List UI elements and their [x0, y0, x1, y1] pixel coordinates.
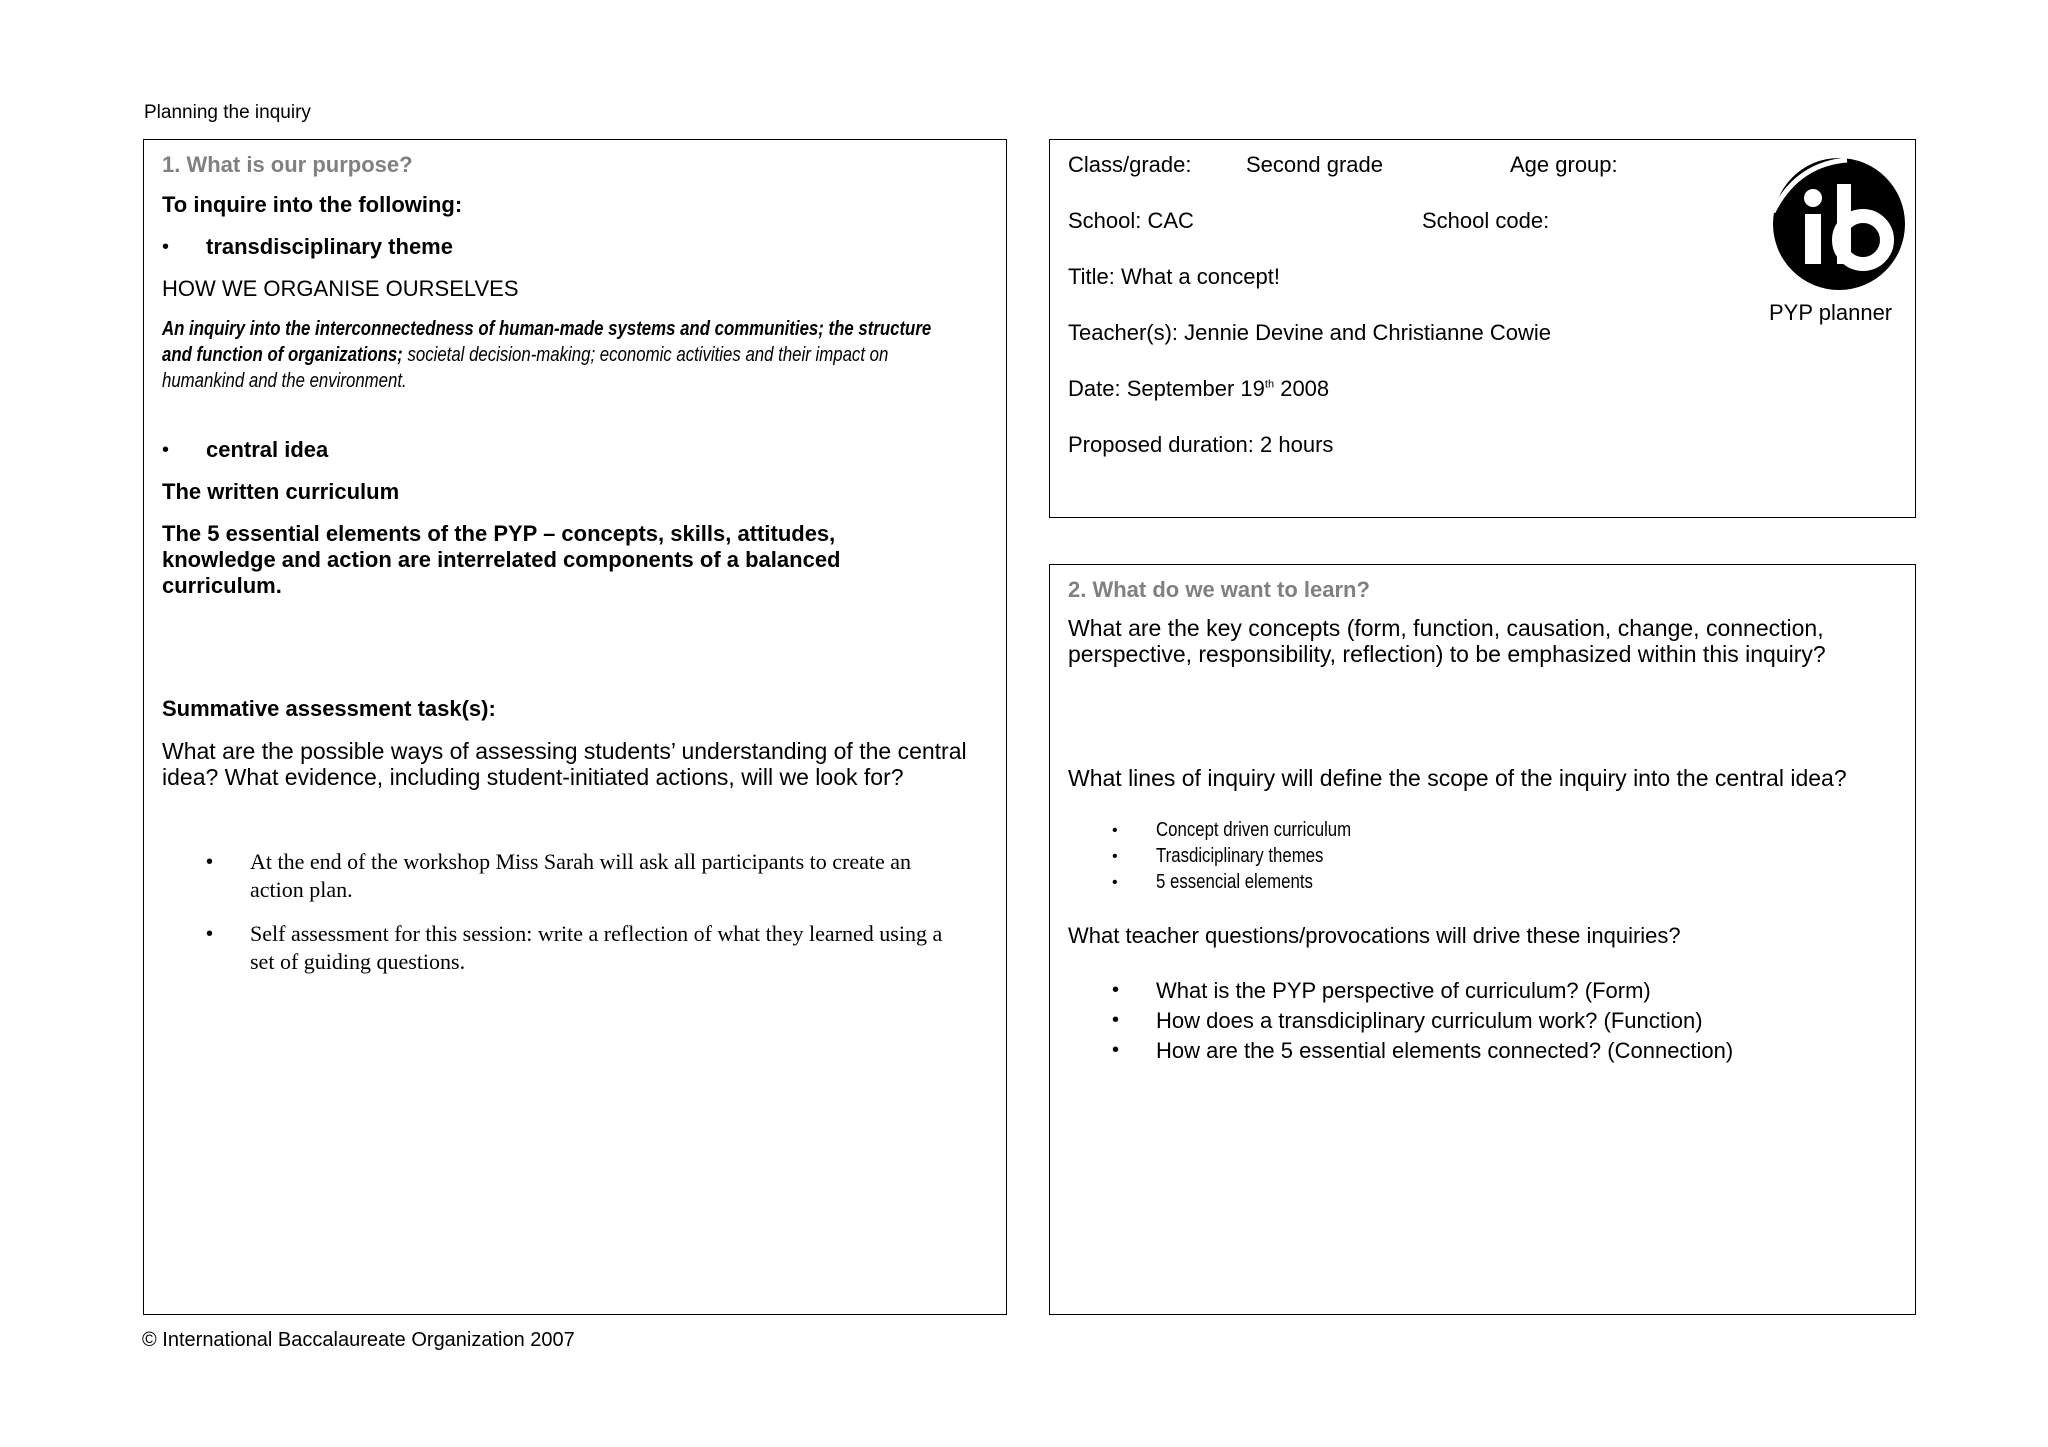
teacher-question-item: How are the 5 essential elements connected? (Connection) [1156, 1038, 1734, 1063]
school-label: School: CAC [1068, 208, 1194, 233]
task-2-line-1: Self assessment for this session: write a reflection of what they learned using a [250, 921, 943, 946]
bullet-icon: • [162, 236, 170, 258]
concepts-question-line-1: What are the key concepts (form, function, causation, change, connection, [1068, 615, 1824, 641]
bullet-icon: • [1112, 874, 1118, 891]
assessment-question-line-1: What are the possible ways of assessing students’ understanding of the central [162, 738, 967, 764]
line-of-inquiry-item: Concept driven curriculum [1156, 819, 1352, 841]
pyp-planner-label: PYP planner [1769, 300, 1893, 325]
ib-logo-icon [1767, 154, 1907, 294]
class-grade-value: Second grade [1246, 152, 1383, 177]
learn-section-title: 2. What do we want to learn? [1068, 577, 1370, 602]
theme-description-line-2 [162, 344, 888, 367]
unit-title: Title: What a concept! [1068, 264, 1280, 289]
copyright-footer: © International Baccalaureate Organization 2007 [142, 1329, 575, 1351]
proposed-duration: Proposed duration: 2 hours [1068, 432, 1334, 457]
concepts-question-line-2: perspective, responsibility, reflection) to be emphasized within this inquiry? [1068, 641, 1826, 667]
central-idea-line-3: curriculum. [162, 573, 282, 598]
central-idea-line-2: knowledge and action are interrelated components of a balanced [162, 547, 841, 572]
assessment-heading: Summative assessment task(s): [162, 696, 496, 721]
purpose-section-title: 1. What is our purpose? [162, 152, 413, 177]
central-idea-heading: The written curriculum [162, 479, 400, 504]
inquire-heading: To inquire into the following: [162, 192, 463, 217]
teacher-questions-prompt: What teacher questions/provocations will drive these inquiries? [1068, 923, 1681, 948]
line-of-inquiry-item: 5 essencial elements [1156, 871, 1313, 893]
bullet-icon: • [1112, 848, 1118, 865]
bullet-icon: • [1112, 1039, 1120, 1061]
class-grade-label: Class/grade: [1068, 152, 1192, 177]
date-suffix-sup: th [1264, 378, 1275, 391]
date-year: 2008 [1274, 376, 1330, 401]
purpose-section [143, 139, 1007, 1315]
task-2-line-2: set of guiding questions. [250, 949, 466, 974]
task-1-line-1: At the end of the workshop Miss Sarah will ask all participants to create an [250, 849, 912, 874]
bullet-icon: • [1112, 979, 1120, 1001]
bullet-icon: • [1112, 1009, 1120, 1031]
teacher-question-item: How does a transdiciplinary curriculum work? (Function) [1156, 1008, 1703, 1033]
theme-label: transdisciplinary theme [206, 234, 453, 259]
bullet-icon: • [206, 851, 214, 873]
central-idea-line-1: The 5 essential elements of the PYP – concepts, skills, attitudes, [162, 521, 836, 546]
theme-name: HOW WE ORGANISE OURSELVES [162, 276, 519, 301]
line-of-inquiry-item: Trasdiciplinary themes [1156, 845, 1324, 867]
age-group-label: Age group: [1510, 152, 1618, 177]
page-heading: Planning the inquiry [144, 102, 311, 123]
lines-of-inquiry-question: What lines of inquiry will define the scope of the inquiry into the central idea? [1068, 765, 1847, 791]
theme-description-line-1: An inquiry into the interconnectedness of human-made systems and communities; the structure [162, 318, 932, 340]
teacher-question-item: What is the PYP perspective of curriculum? (Form) [1156, 978, 1651, 1003]
central-idea-label: central idea [206, 437, 329, 462]
bullet-icon: • [1112, 822, 1118, 839]
bullet-icon: • [206, 923, 214, 945]
theme-description-rest: societal decision-making; economic activities and their impact on [402, 344, 889, 366]
bullet-icon: • [162, 439, 170, 461]
theme-description-line-3: humankind and the environment. [162, 370, 407, 392]
teachers: Teacher(s): Jennie Devine and Christianne Cowie [1068, 320, 1552, 345]
date [1068, 376, 1329, 402]
task-1-line-2: action plan. [250, 877, 353, 902]
date-prefix: Date: September 19 [1068, 376, 1265, 401]
assessment-question-line-2: idea? What evidence, including student-initiated actions, will we look for? [162, 764, 904, 790]
theme-description-bold: and function of organizations; [162, 344, 403, 366]
learn-section [1049, 564, 1916, 1315]
school-code-label: School code: [1422, 208, 1550, 233]
